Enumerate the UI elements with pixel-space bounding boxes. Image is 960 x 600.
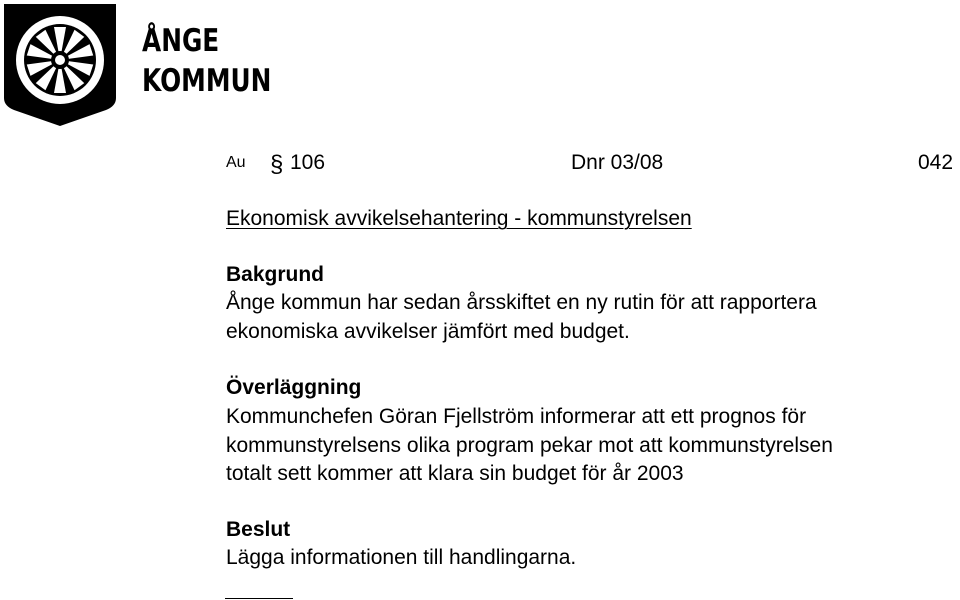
heading-overlaggning: Överläggning <box>226 376 362 399</box>
signature-rule <box>225 598 293 599</box>
org-name-line1: ÅNGE <box>142 23 220 59</box>
bakgrund-line: ekonomiska avvikelser jämfört med budget. <box>226 319 630 343</box>
dnr-label: Dnr 03/08 <box>571 151 664 174</box>
bakgrund-line: Ånge kommun har sedan årsskiftet en ny rutin för att rapportera <box>226 291 817 314</box>
overlaggning-line: Kommunchefen Göran Fjellström informerar att ett prognos för <box>226 405 807 428</box>
archive-code: 042 <box>918 151 954 174</box>
heading-beslut: Beslut <box>226 518 291 541</box>
section-symbol: § <box>270 151 284 178</box>
municipality-crest-icon <box>2 2 118 128</box>
beslut-line: Lägga informationen till handlingarna. <box>226 546 577 569</box>
bakgrund-text <box>226 289 817 346</box>
overlaggning-line: totalt sett kommer att klara sin budget för år 2003 <box>226 462 684 485</box>
page-title: Ekonomisk avvikelsehantering - kommunstyrelsen <box>226 207 692 230</box>
heading-bakgrund: Bakgrund <box>226 263 325 286</box>
overlaggning-text <box>226 403 833 489</box>
org-name-line2: KOMMUN <box>142 63 272 99</box>
overlaggning-line: kommunstyrelsens olika program pekar mot att kommunstyrelsen <box>226 433 833 457</box>
meta-prefix: Au <box>226 154 246 171</box>
beslut-text <box>226 544 576 573</box>
paragraph-number: 106 <box>290 151 326 174</box>
